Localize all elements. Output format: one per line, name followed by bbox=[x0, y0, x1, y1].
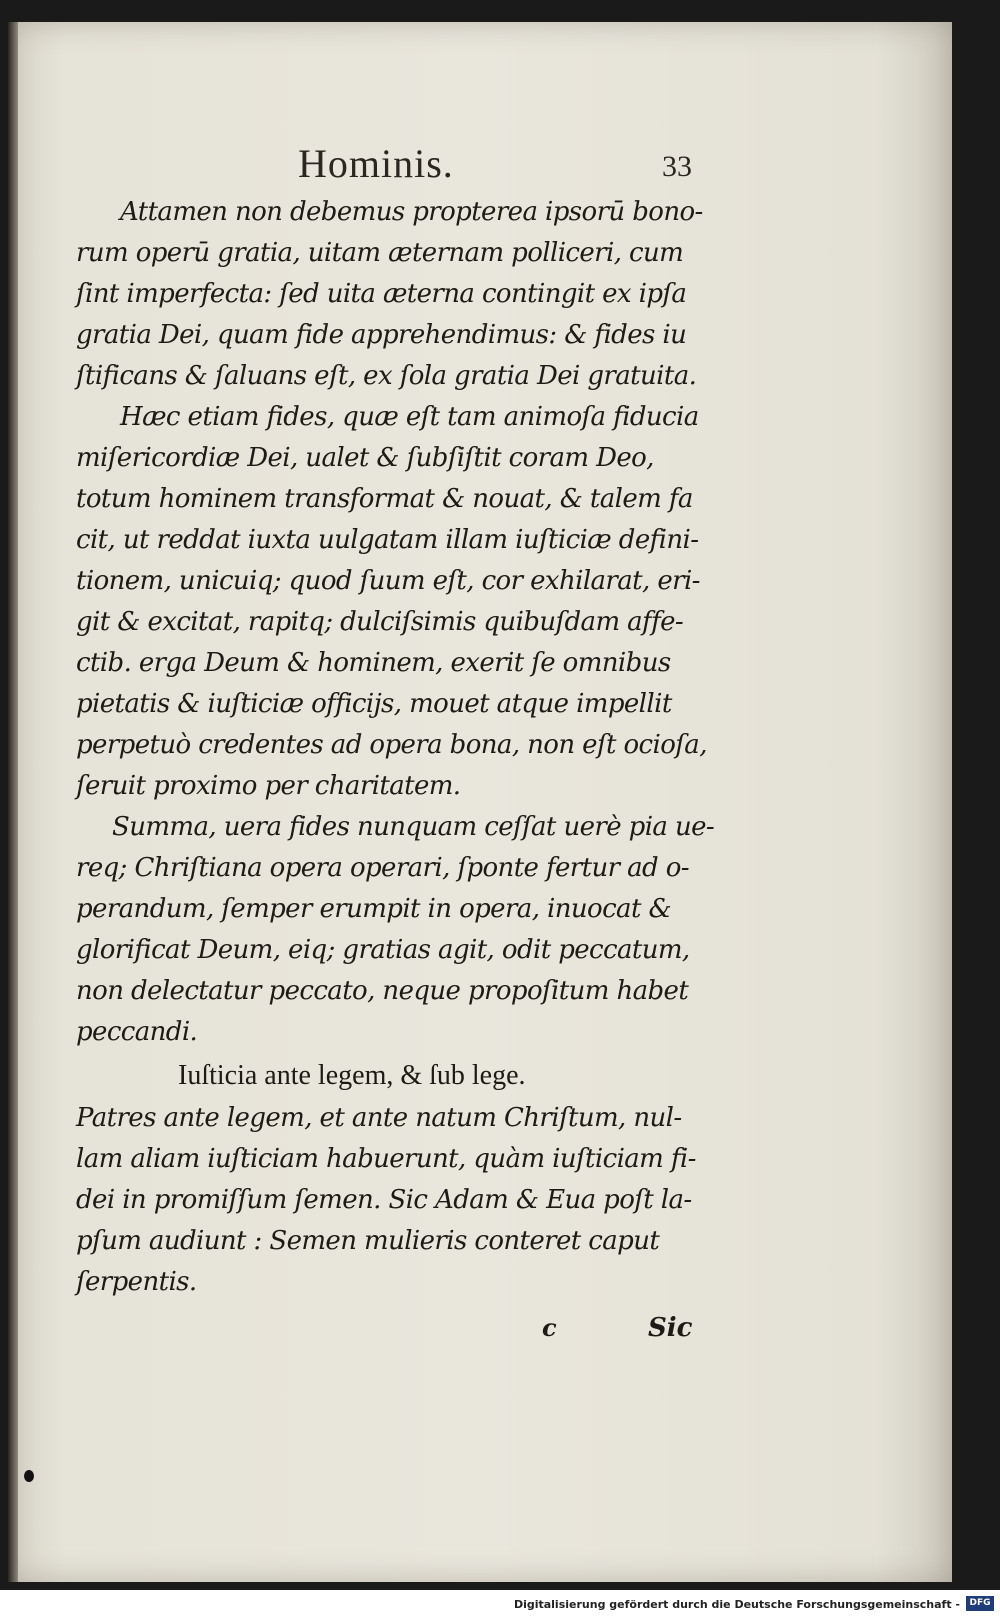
page-header bbox=[298, 140, 718, 190]
body-text bbox=[76, 192, 726, 1357]
running-head: Hominis. bbox=[298, 141, 454, 186]
text-line: non delectatur peccato, neque propoſitum habet bbox=[76, 976, 689, 1006]
text-line: perandum, ſemper erumpit in opera, inuocat & bbox=[76, 894, 671, 924]
text-line: glorificat Deum, eiq; gratias agit, odit peccatum, bbox=[76, 935, 690, 965]
footer-bar bbox=[0, 1590, 1000, 1620]
text-line: Hæc etiam fides, quæ eſt tam animoſa fiducia bbox=[120, 402, 699, 432]
text-line: Patres ante legem, et ante natum Chriſtum, nul- bbox=[76, 1103, 682, 1133]
funding-credit: Digitalisierung gefördert durch die Deutsche Forschungsgemeinschaft - bbox=[513, 1598, 960, 1611]
text-line: miſericordiæ Dei, ualet & ſubſiſtit coram Deo, bbox=[76, 443, 654, 473]
dfg-logo: DFG bbox=[966, 1596, 994, 1611]
text-line: totum hominem transformat & nouat, & talem fa bbox=[76, 484, 693, 514]
text-line: req; Chriſtiana opera operari, ſponte fertur ad o- bbox=[76, 853, 689, 883]
catchword: Sic bbox=[648, 1313, 693, 1343]
text-line: pſum audiunt : Semen mulieris conteret caput bbox=[76, 1226, 660, 1256]
text-line: dei in promiſſum ſemen. Sic Adam & Eua poſt la- bbox=[76, 1185, 692, 1215]
text-line: Summa, uera fides nunquam ceſſat uerè pia ue- bbox=[112, 812, 715, 842]
text-line: lam aliam iuſticiam habuerunt, quàm iuſticiam fi- bbox=[76, 1144, 696, 1174]
signature-mark: c bbox=[542, 1313, 557, 1342]
text-line: gratia Dei, quam fide apprehendimus: & fides iu bbox=[76, 320, 687, 350]
text-line: pietatis & iuſticiæ officijs, mouet atque impellit bbox=[76, 689, 672, 719]
text-line: rum operū gratia, uitam æternam polliceri, cum bbox=[76, 238, 684, 268]
page-number: 33 bbox=[662, 150, 692, 183]
text-line: ſeruit proximo per charitatem. bbox=[76, 771, 461, 801]
book-page bbox=[8, 22, 952, 1582]
text-line: tionem, unicuiq; quod ſuum eſt, cor exhilarat, eri- bbox=[76, 566, 700, 596]
text-line: perpetuò credentes ad opera bona, non eſt ocioſa, bbox=[76, 730, 707, 760]
section-heading: Iuſticia ante legem, & ſub lege. bbox=[178, 1060, 526, 1091]
text-line: cit, ut reddat iuxta uulgatam illam iuſticiæ defini- bbox=[76, 525, 699, 555]
page-gutter-edge bbox=[8, 22, 18, 1582]
text-line: peccandi. bbox=[76, 1017, 198, 1047]
text-line: ſtificans & ſaluans eſt, ex ſola gratia Dei gratuita. bbox=[76, 361, 697, 391]
text-line: ſint imperfecta: ſed uita æterna contingit ex ipſa bbox=[76, 279, 687, 309]
text-line: Attamen non debemus propterea ipsorū bono- bbox=[120, 197, 703, 227]
text-line: git & excitat, rapitq; dulciſsimis quibuſdam affe- bbox=[76, 607, 684, 637]
catchword-row bbox=[76, 1307, 726, 1357]
ink-spot bbox=[24, 1470, 34, 1482]
text-line: ctib. erga Deum & hominem, exerit ſe omnibus bbox=[76, 648, 671, 678]
text-line: ſerpentis. bbox=[76, 1267, 197, 1297]
